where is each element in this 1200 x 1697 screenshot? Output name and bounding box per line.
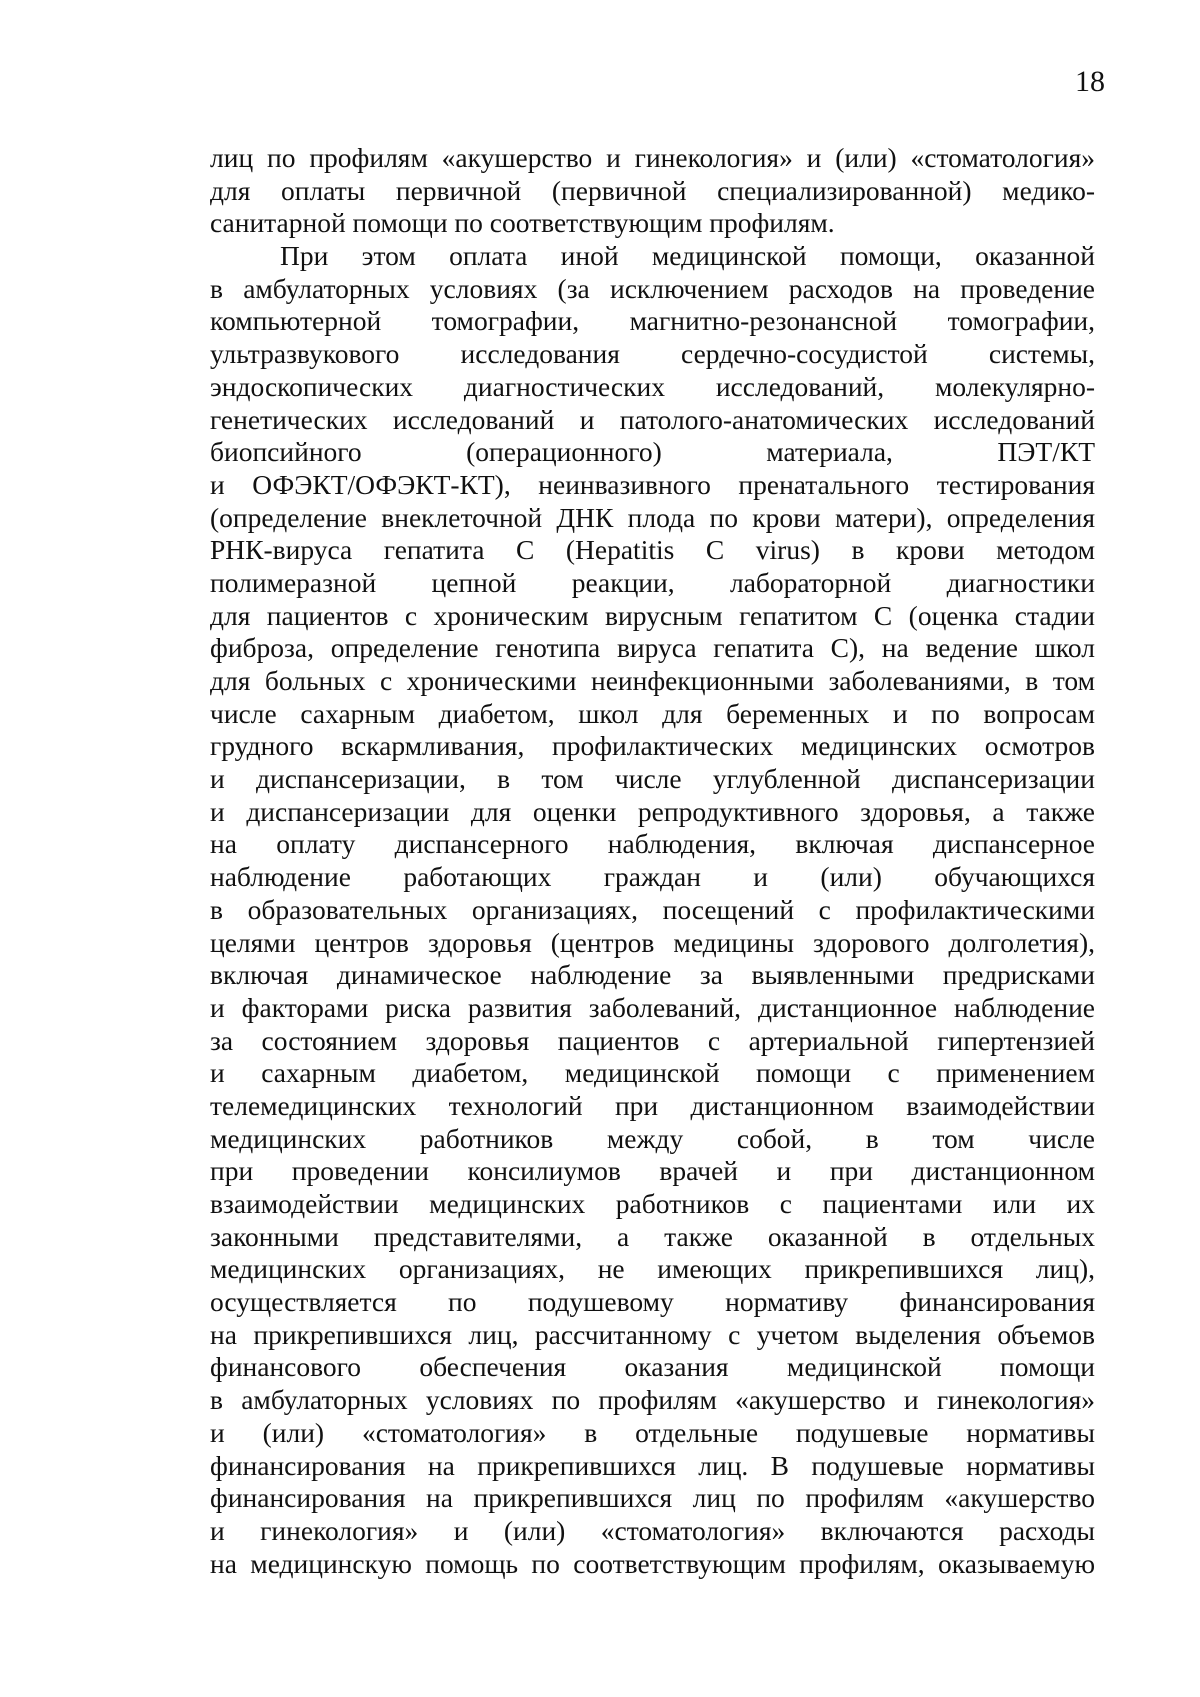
text-line: медицинских организациях, не имеющих прикрепившихся лиц), <box>210 1253 1095 1285</box>
text-line: взаимодействии медицинских работников с пациентами или их <box>210 1188 1095 1219</box>
text-line: и сахарным диабетом, медицинской помощи с применением <box>210 1057 1095 1089</box>
text-line: финансового обеспечения оказания медицинской помощи <box>210 1351 1095 1383</box>
text-line: на оплату диспансерного наблюдения, включая диспансерное <box>210 828 1095 860</box>
text-line: генетических исследований и патолого-анатомических исследований <box>210 403 1095 435</box>
text-line: для оплаты первичной (первичной специализированной) медико- <box>210 174 1095 206</box>
text-line: компьютерной томографии, магнитно-резонансной томографии, <box>210 305 1095 337</box>
text-line: целями центров здоровья (центров медицины здорового долголетия), <box>210 926 1095 958</box>
text-line: числе сахарным диабетом, школ для беременных и по вопросам <box>210 697 1095 729</box>
text-line: и факторами риска развития заболеваний, дистанционное наблюдение <box>210 991 1095 1023</box>
text-line: в образовательных организациях, посещений с профилактическими <box>210 893 1095 925</box>
page-number: 18 <box>1075 65 1105 98</box>
text-line: При этом оплата иной медицинской помощи, оказанной <box>280 240 1095 272</box>
text-line: включая динамическое наблюдение за выявленными предрисками <box>210 959 1095 991</box>
text-line: лиц по профилям «акушерство и гинекология» и (или) «стоматология» <box>210 142 1095 173</box>
text-line: биопсийного (операционного) материала, ПЭТ/КТ <box>210 436 1095 468</box>
text-line: в амбулаторных условиях (за исключением расходов на проведение <box>210 272 1095 304</box>
text-line: в амбулаторных условиях по профилям «акушерство и гинекология» <box>210 1384 1095 1416</box>
text-line: и диспансеризации, в том числе углубленной диспансеризации <box>210 763 1095 795</box>
text-line: полимеразной цепной реакции, лабораторной диагностики <box>210 566 1095 598</box>
text-line: осуществляется по подушевому нормативу финансирования <box>210 1286 1095 1318</box>
text-line: законными представителями, а также оказанной в отдельных <box>210 1220 1095 1252</box>
text-line: эндоскопических диагностических исследований, молекулярно- <box>210 370 1095 402</box>
text-line: на медицинскую помощь по соответствующим профилям, оказываемую <box>210 1547 1095 1579</box>
text-line: наблюдение работающих граждан и (или) обучающихся <box>210 861 1095 893</box>
text-line: и ОФЭКТ/ОФЭКТ-КТ), неинвазивного пренатального тестирования <box>210 468 1095 500</box>
text-line: санитарной помощи по соответствующим профилям. <box>210 207 835 239</box>
text-line: для пациентов с хроническим вирусным гепатитом С (оценка стадии <box>210 599 1095 631</box>
text-line: и гинекология» и (или) «стоматология» включаются расходы <box>210 1514 1095 1546</box>
text-line: финансирования на прикрепившихся лиц по профилям «акушерство <box>210 1482 1095 1514</box>
text-line: (определение внеклеточной ДНК плода по крови матери), определения <box>210 501 1095 533</box>
text-line: при проведении консилиумов врачей и при дистанционном <box>210 1155 1095 1187</box>
document-body <box>210 142 1095 1580</box>
text-line: фиброза, определение генотипа вируса гепатита С), на ведение школ <box>210 632 1095 664</box>
text-line: ультразвукового исследования сердечно-сосудистой системы, <box>210 338 1095 370</box>
text-line: телемедицинских технологий при дистанционном взаимодействии <box>210 1089 1095 1121</box>
text-line: и диспансеризации для оценки репродуктивного здоровья, а также <box>210 795 1095 827</box>
text-line: РНК-вируса гепатита С (Hepatitis C virus) в крови методом <box>210 534 1095 566</box>
text-line: медицинских работников между собой, в том числе <box>210 1122 1095 1154</box>
text-line: и (или) «стоматология» в отдельные подушевые нормативы <box>210 1416 1095 1448</box>
text-line: финансирования на прикрепившихся лиц. В подушевые нормативы <box>210 1449 1095 1481</box>
text-line: грудного вскармливания, профилактических медицинских осмотров <box>210 730 1095 762</box>
text-line: за состоянием здоровья пациентов с артериальной гипертензией <box>210 1024 1095 1056</box>
text-line: на прикрепившихся лиц, рассчитанному с учетом выделения объемов <box>210 1318 1095 1350</box>
text-line: для больных с хроническими неинфекционными заболеваниями, в том <box>210 665 1095 696</box>
